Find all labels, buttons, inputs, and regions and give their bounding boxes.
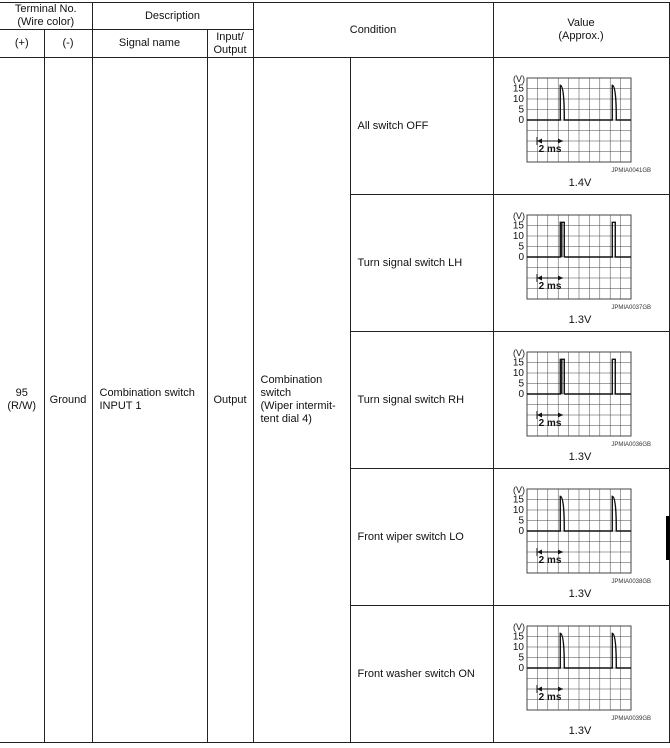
figure-code: JPMIA0039GB (610, 716, 651, 722)
y-tick-label: 15 (512, 357, 524, 369)
input-output-header: Input/ Output (207, 30, 253, 58)
time-label: 2 ms (538, 144, 561, 155)
y-tick-label: 5 (517, 104, 524, 116)
y-tick-label: 5 (517, 652, 524, 664)
y-unit-label: (V) (512, 485, 525, 495)
condition-cell: Front wiper switch LO (350, 469, 493, 606)
y-tick-label: 0 (517, 389, 524, 400)
y-tick-label: 15 (512, 220, 524, 232)
waveform-graph (494, 332, 669, 468)
approx-value: 1.3V (568, 725, 591, 737)
y-tick-label: 15 (512, 631, 524, 643)
page-edge-tab (666, 516, 670, 560)
figure-code: JPMIA0036GB (610, 442, 651, 448)
waveform-graph (494, 606, 669, 742)
condition-cell: All switch OFF (350, 58, 493, 195)
value-cell (493, 332, 669, 469)
value-header: Value (Approx.) (493, 3, 669, 58)
y-unit-label: (V) (512, 74, 525, 84)
y-tick-label: 5 (517, 241, 524, 253)
value-cell (493, 58, 669, 195)
y-tick-label: 15 (512, 494, 524, 506)
condition-header: Condition (253, 3, 493, 58)
y-tick-label: 0 (517, 252, 524, 263)
value-cell (493, 606, 669, 743)
time-label: 2 ms (538, 418, 561, 429)
signal-name-cell: Combination switch INPUT 1 (92, 58, 207, 743)
time-label: 2 ms (538, 555, 561, 566)
y-unit-label: (V) (512, 622, 525, 632)
y-tick-label: 0 (517, 526, 524, 537)
waveform-graph (494, 195, 669, 331)
description-header: Description (92, 3, 253, 30)
plus-terminal-cell: 95 (R/W) (0, 58, 44, 743)
y-tick-label: 0 (517, 115, 524, 126)
terminal-table (0, 2, 670, 743)
signal-name-header: Signal name (92, 30, 207, 58)
y-tick-label: 5 (517, 378, 524, 390)
approx-value: 1.3V (568, 588, 591, 600)
y-tick-label: 5 (517, 515, 524, 527)
approx-value: 1.3V (568, 314, 591, 326)
condition-main-cell: Combination switch (Wiper intermit- tent dial 4) (253, 58, 350, 743)
terminal-no-header: Terminal No. (Wire color) (0, 3, 92, 30)
minus-terminal-cell: Ground (44, 58, 92, 743)
approx-value: 1.3V (568, 451, 591, 463)
time-label: 2 ms (538, 281, 561, 292)
value-cell (493, 195, 669, 332)
y-unit-label: (V) (512, 211, 525, 221)
y-tick-label: 15 (512, 83, 524, 95)
figure-code: JPMIA0037GB (610, 305, 651, 311)
y-tick-label: 10 (512, 368, 524, 379)
figure-code: JPMIA0041GB (610, 168, 651, 174)
minus-header: (-) (44, 30, 92, 58)
y-unit-label: (V) (512, 348, 525, 358)
plus-header: (+) (0, 30, 44, 58)
value-cell (493, 469, 669, 606)
y-tick-label: 10 (512, 642, 524, 653)
io-cell: Output (207, 58, 253, 743)
condition-cell: Turn signal switch RH (350, 332, 493, 469)
approx-value: 1.4V (568, 177, 591, 189)
waveform-graph (494, 469, 669, 605)
y-tick-label: 10 (512, 231, 524, 242)
y-tick-label: 10 (512, 94, 524, 105)
time-label: 2 ms (538, 692, 561, 703)
y-tick-label: 10 (512, 505, 524, 516)
waveform-graph (494, 58, 669, 194)
condition-cell: Front washer switch ON (350, 606, 493, 743)
condition-cell: Turn signal switch LH (350, 195, 493, 332)
y-tick-label: 0 (517, 663, 524, 674)
figure-code: JPMIA0038GB (610, 579, 651, 585)
